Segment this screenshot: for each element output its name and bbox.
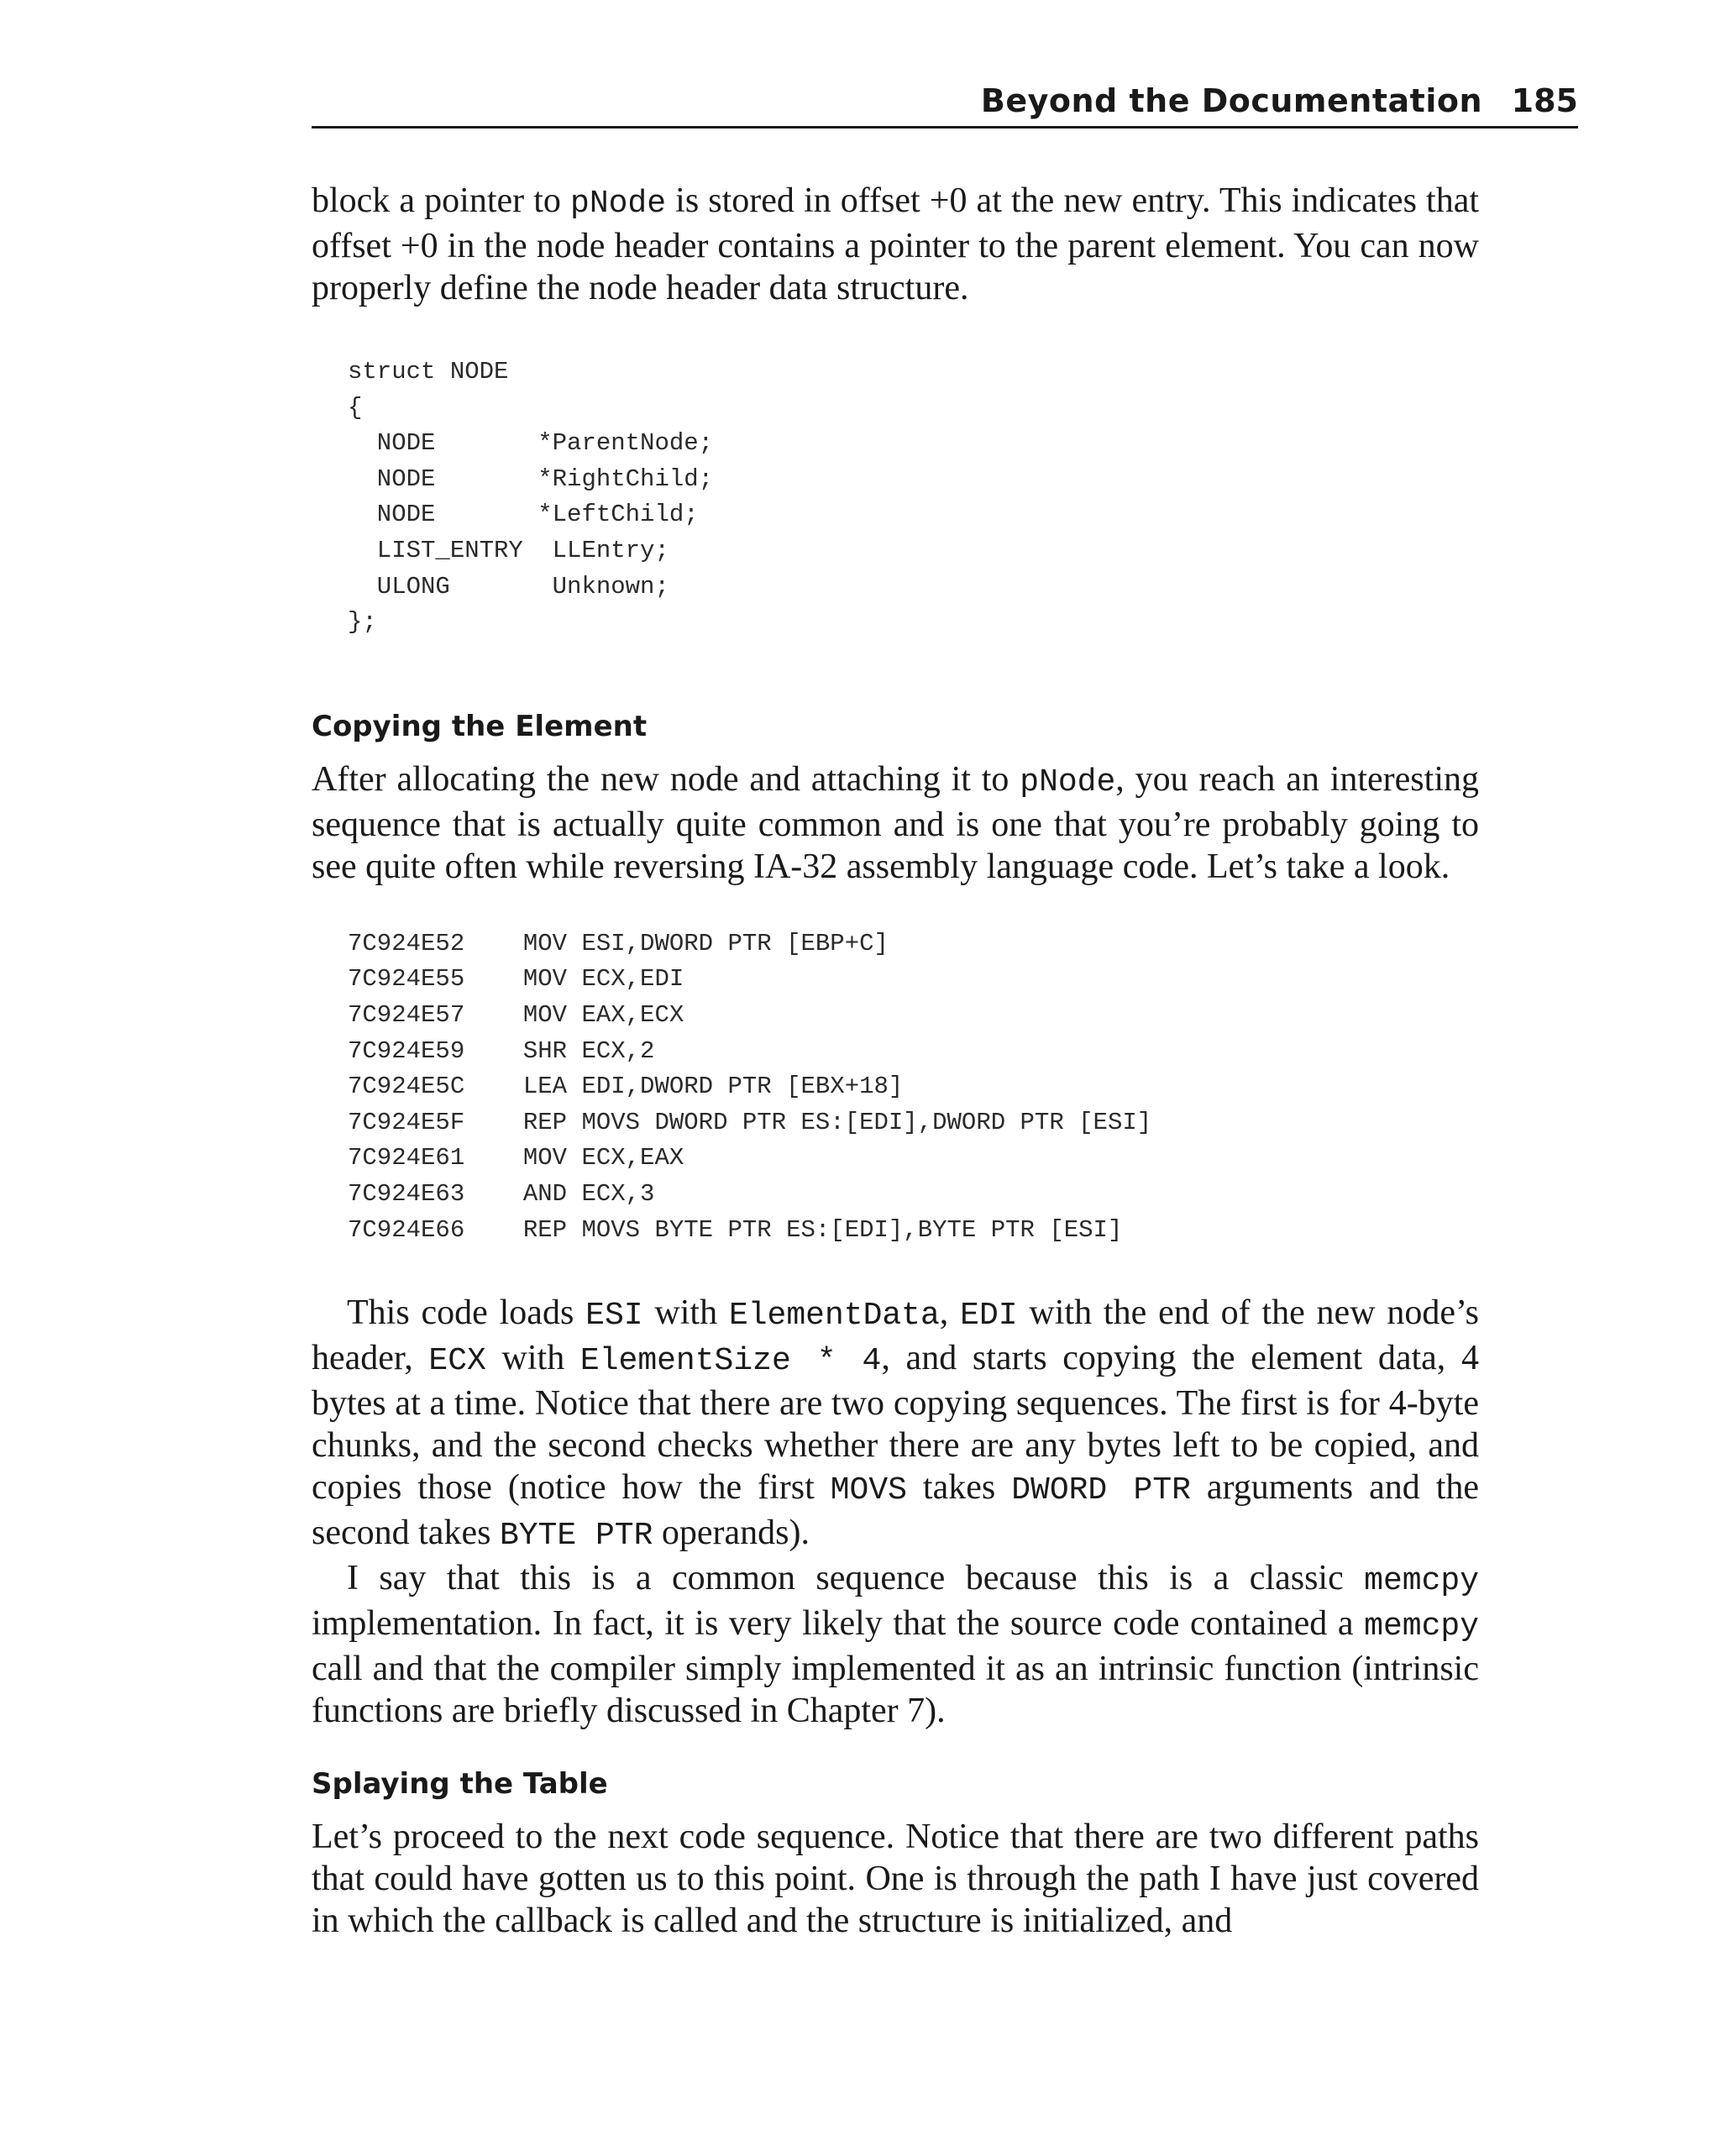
inline-code: ECX (428, 1343, 486, 1380)
assembly-code-listing: 7C924E52 MOV ESI,DWORD PTR [EBP+C] 7C924E55 MOV ECX,EDI 7C924E57 MOV EAX,ECX 7C924E59 SHR ECX,2 7C924E5C LEA EDI,DWORD PTR [EBX+18] 7C924E5F REP MOVS DWORD PTR ES:[EDI],DWORD PTR [ESI] 7C924E61 MOV ECX,EAX 7C924E63 AND ECX,3 7C924E66 REP MOVS BYTE PTR ES:[EDI],BYTE PTR [ESI] (348, 929, 1152, 1244)
inline-code: pNode (570, 186, 667, 222)
text-run: operands). (653, 1513, 810, 1553)
text-run: with (485, 1339, 580, 1378)
inline-code: BYTE PTR (499, 1518, 653, 1555)
inline-code: MOVS (830, 1472, 907, 1509)
paragraph-memcpy (312, 1557, 1479, 1732)
inline-code: memcpy (1364, 1563, 1479, 1600)
inline-code: ElementSize * 4 (579, 1343, 882, 1380)
inline-code: DWORD PTR (1011, 1472, 1191, 1509)
inline-code: EDI (960, 1298, 1018, 1335)
paragraph-code-explanation (312, 1292, 1479, 1557)
paragraph-splaying-intro: Let’s proceed to the next code sequence. Notice that there are two different paths that could have gotten us to this point. One is through the path I have just covered in which the callback is called and the structure is initialized, and (312, 1818, 1479, 1941)
text-run: block a pointer to (312, 181, 571, 220)
text-run: implementation. In fact, it is very likely that the source code contained a (312, 1604, 1365, 1644)
text-run: , (939, 1293, 961, 1333)
text-run: I say that this is a common sequence because this is a classic (347, 1559, 1365, 1598)
text-run: , you reach an interesting sequence that is actually quite common and is one that you’re probably going to see quite often while reversing IA-32 assembly language code. Let’s take a look. (312, 759, 1479, 886)
inline-code: ElementData (728, 1298, 940, 1335)
page-number: 185 (1511, 82, 1578, 119)
paragraph-copying-intro (312, 758, 1479, 888)
running-header-title: Beyond the Documentation (980, 82, 1482, 119)
text-run: After allocating the new node and attaching it to (312, 759, 1020, 799)
struct-node-code-listing: struct NODE { NODE *ParentNode; NODE *RightChild; NODE *LeftChild; LIST_ENTRY LLEntry; ULONG Unknown; }; (348, 358, 714, 637)
inline-code: pNode (1020, 763, 1116, 800)
text-run: This code loads (347, 1293, 586, 1333)
page-body (312, 180, 1479, 1942)
text-run: arguments and the second takes (312, 1468, 1480, 1553)
text-run: with the end of the new node’s header, (312, 1293, 1480, 1378)
paragraph-intro (312, 180, 1479, 309)
text-run: call and that the compiler simply implemented it as an intrinsic function (intrinsic functions are briefly discussed in Chapter 7). (312, 1650, 1479, 1731)
text-run: takes (906, 1468, 1012, 1508)
text-run: is stored in offset +0 at the new entry. This indicates that offset +0 in the node header contains a pointer to the parent element. You can now properly define the node header data structure. (312, 181, 1479, 307)
inline-code: memcpy (1364, 1608, 1479, 1645)
inline-code: ESI (585, 1298, 643, 1335)
text-run: , and starts copying the element data, 4 bytes at a time. Notice that there are two copying sequences. The first is for 4-byte chunks, and the second checks whether there are any bytes left to be copied, and copies those (notice how the first (312, 1339, 1480, 1508)
running-header (312, 81, 1578, 129)
text-run: with (642, 1293, 729, 1333)
section-heading-splaying-table: Splaying the Table (312, 1767, 608, 1802)
section-heading-copying-element: Copying the Element (312, 709, 648, 743)
